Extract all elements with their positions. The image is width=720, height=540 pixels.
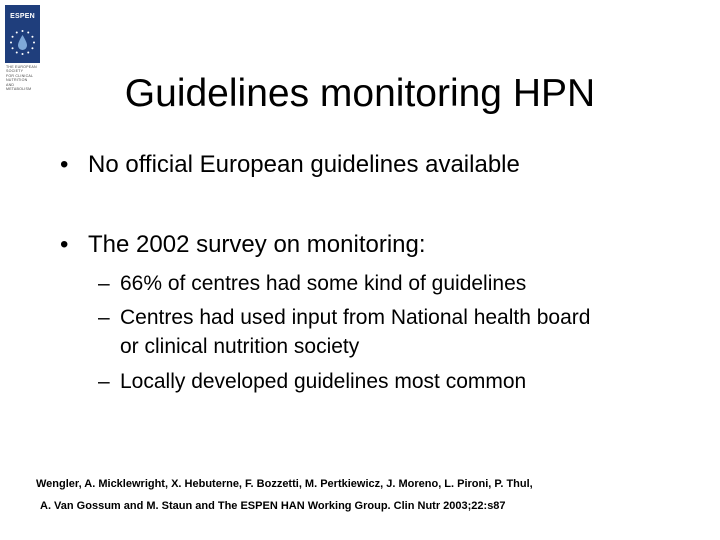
subbullet-marker: – — [98, 272, 110, 295]
reference-line: Wengler, A. Micklewright, X. Hebuterne, F. Bozzetti, M. Pertkiewicz, J. Moreno, L. Pironi, P. Thul, — [36, 478, 533, 490]
bullet-marker: • — [60, 151, 69, 178]
bullet-text: No official European guidelines available — [88, 151, 520, 178]
slide-title: Guidelines monitoring HPN — [124, 72, 596, 115]
subbullet-marker: – — [98, 370, 110, 393]
subbullet-text: Centres had used input from National health board — [120, 306, 591, 329]
bullet-text: The 2002 survey on monitoring: — [88, 231, 426, 258]
subbullet-text: or clinical nutrition society — [120, 335, 360, 358]
subbullet-text: Locally developed guidelines most common — [120, 370, 527, 393]
subbullet-marker: – — [98, 306, 110, 329]
reference-line: A. Van Gossum and M. Staun and The ESPEN HAN Working Group. Clin Nutr 2003;22:s87 — [40, 500, 506, 512]
bullet-marker: • — [60, 231, 69, 258]
subbullet-text: 66% of centres had some kind of guidelines — [120, 272, 527, 295]
logo-tagline: THE EUROPEAN SOCIETY FOR CLINICAL NUTRITION AND METABOLISM — [6, 65, 37, 92]
star-circle-drop-icon — [9, 29, 36, 56]
logo-wordmark: ESPEN — [10, 13, 35, 20]
espen-logo — [5, 5, 40, 63]
